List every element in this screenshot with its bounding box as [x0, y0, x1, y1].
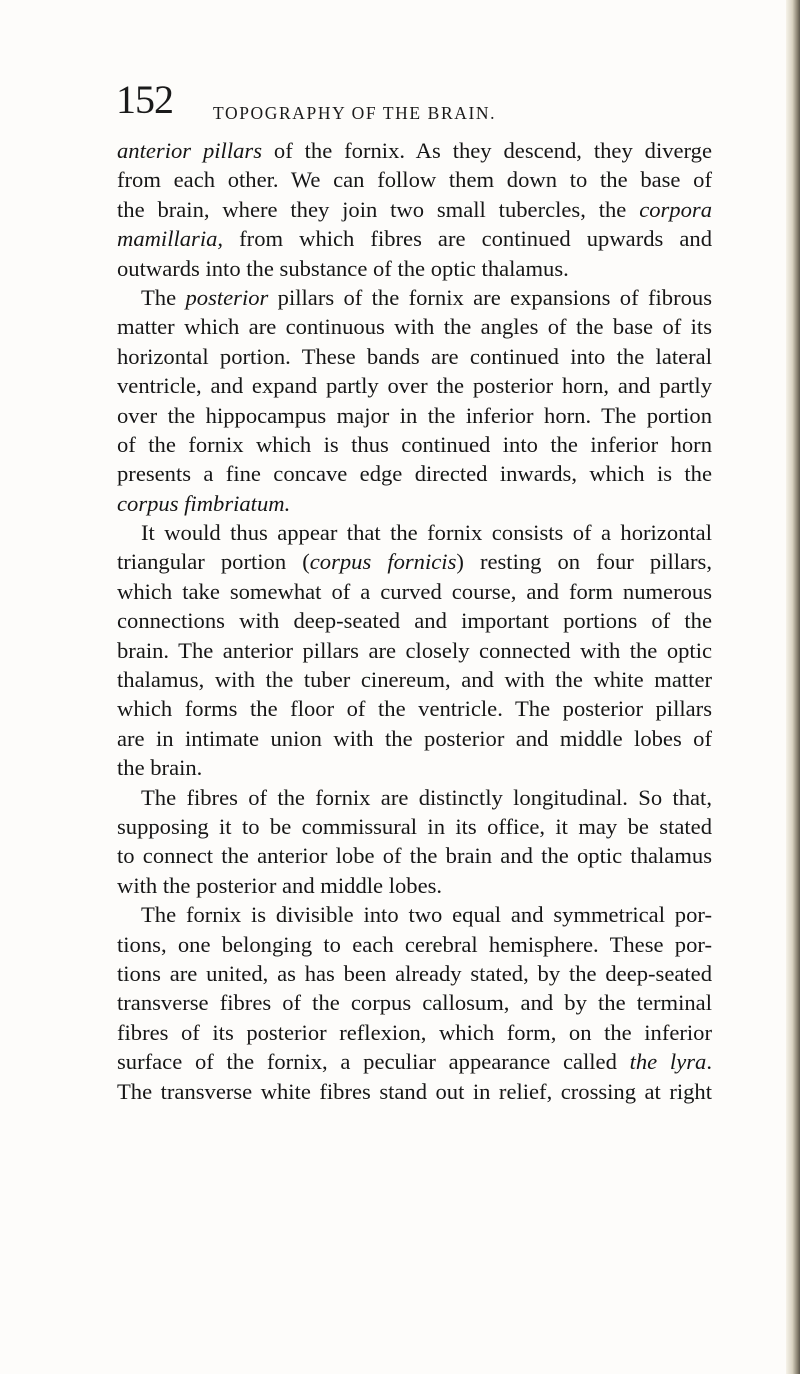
italic-term: mamillaria,	[117, 226, 224, 252]
text-line: from each other. We can follow them down to the base of	[117, 167, 712, 193]
paragraph-start: The posterior pillars of the fornix are expansions of fibrous	[141, 284, 712, 310]
text-line: transverse fibres of the corpus callosum, and by the terminal	[117, 990, 712, 1016]
italic-term: the lyra	[629, 1049, 707, 1075]
text-line: triangular portion (corpus fornicis) resting on four pillars,	[117, 549, 712, 575]
text-line: tions are united, as has been already stated, by the deep-seated	[117, 960, 712, 986]
text-line: the brain.	[117, 755, 203, 781]
paragraph-start: It would thus appear that the fornix consists of a horizontal	[141, 520, 712, 546]
paragraph-start: The fibres of the fornix are distinctly longitudinal. So that,	[141, 784, 712, 810]
text-line: brain. The anterior pillars are closely connected with the optic	[117, 637, 712, 663]
body-text	[117, 136, 712, 1106]
text-line: fibres of its posterior reflexion, which form, on the inferior	[117, 1019, 712, 1045]
text-line: presents a fine concave edge directed inwards, which is the	[117, 461, 712, 487]
text-line: supposing it to be commissural in its office, it may be stated	[117, 813, 712, 839]
text-line: with the posterior and middle lobes.	[117, 872, 443, 898]
text-line: thalamus, with the tuber cinereum, and with the white matter	[117, 667, 712, 693]
text-line: mamillaria, from which fibres are continued upwards and	[117, 226, 712, 252]
italic-term: corpus fornicis	[309, 549, 457, 575]
text-line: to connect the anterior lobe of the brain and the optic thalamus	[117, 843, 712, 869]
text-line: connections with deep-seated and important portions of the	[117, 608, 712, 634]
text-line: over the hippocampus major in the inferior horn. The portion	[117, 402, 712, 428]
running-title: TOPOGRAPHY OF THE BRAIN.	[213, 103, 497, 123]
italic-term: corpora	[639, 196, 712, 222]
text-line: tions, one belonging to each cerebral hemisphere. These por-	[117, 931, 712, 957]
italic-term: posterior	[185, 284, 269, 310]
page-edge-shadow	[786, 0, 800, 1374]
italic-term: anterior pillars	[117, 138, 262, 163]
page-number: 152	[116, 77, 173, 122]
text-line: surface of the fornix, a peculiar appearance called the lyra.	[117, 1049, 712, 1075]
text-line: anterior pillars of the fornix. As they descend, they diverge	[117, 138, 712, 163]
text-line: which forms the floor of the ventricle. The posterior pillars	[117, 696, 712, 722]
text-line: horizontal portion. These bands are continued into the lateral	[117, 343, 712, 369]
running-head	[116, 70, 756, 130]
text-line: ventricle, and expand partly over the posterior horn, and partly	[117, 373, 712, 399]
text-line: are in intimate union with the posterior and middle lobes of	[117, 725, 712, 751]
text-line: which take somewhat of a curved course, and form numerous	[117, 578, 712, 604]
text-line: The transverse white fibres stand out in relief, crossing at right	[117, 1078, 712, 1104]
text-line: matter which are continuous with the angles of the base of its	[117, 314, 712, 340]
paragraph-start: The fornix is divisible into two equal and symmetrical por-	[141, 902, 712, 928]
text-line: of the fornix which is thus continued into the inferior horn	[117, 431, 712, 457]
text-line: the brain, where they join two small tubercles, the corpora	[117, 196, 712, 222]
italic-term-line: corpus fimbriatum.	[117, 490, 291, 516]
text-line: outwards into the substance of the optic thalamus.	[117, 255, 569, 281]
